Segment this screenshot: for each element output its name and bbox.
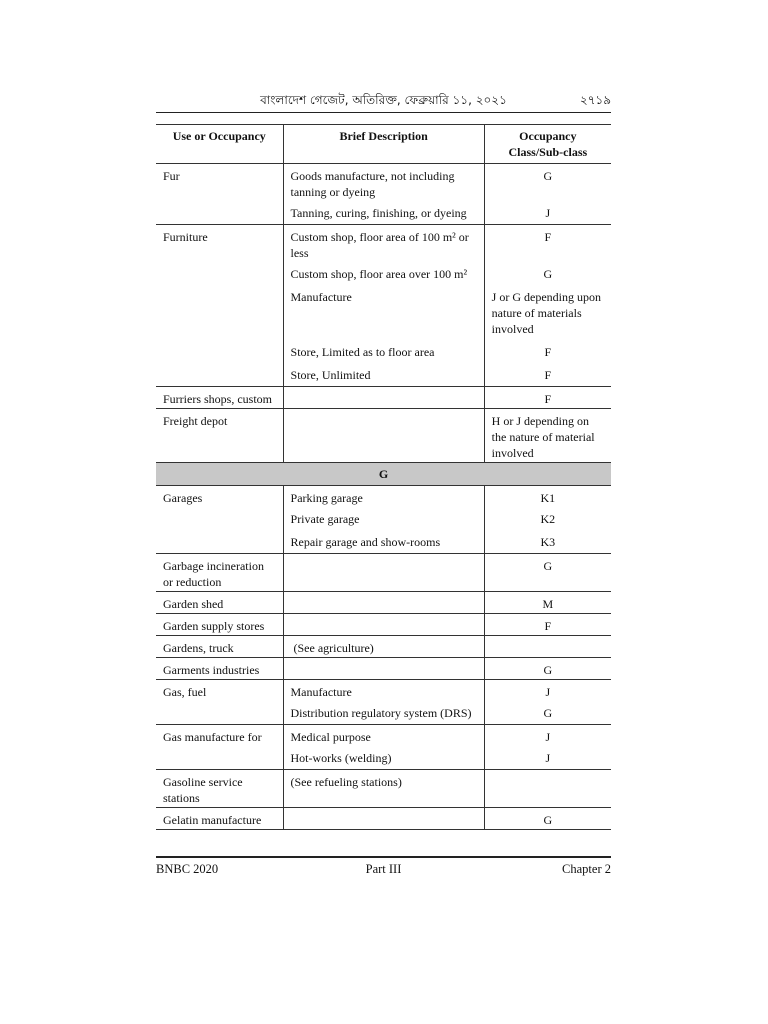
cell-class xyxy=(484,770,611,808)
cell-use: Garages xyxy=(156,486,283,508)
table-row xyxy=(156,225,611,263)
cell-use xyxy=(156,746,283,770)
cell-class xyxy=(484,636,611,658)
cell-use: Garments industries xyxy=(156,658,283,680)
cell-class: M xyxy=(484,592,611,614)
cell-description xyxy=(283,614,484,636)
cell-use: Gas, fuel xyxy=(156,680,283,702)
table-row xyxy=(156,680,611,702)
cell-class: K2 xyxy=(540,512,556,526)
page-header xyxy=(156,92,611,113)
column-header-use: Use or Occupancy xyxy=(156,125,283,164)
cell-description: Manufacture xyxy=(283,285,484,340)
table-row xyxy=(156,701,611,725)
table-row xyxy=(156,486,611,508)
table-row xyxy=(156,409,611,463)
cell-description: Repair garage and show-rooms xyxy=(283,530,484,554)
cell-description: Medical purpose xyxy=(283,725,484,747)
cell-description xyxy=(283,658,484,680)
cell-class: G xyxy=(484,554,611,592)
cell-use xyxy=(156,507,283,530)
cell-description: Parking garage xyxy=(283,486,484,508)
table-header-row xyxy=(156,125,611,164)
footer-code: BNBC 2020 xyxy=(156,862,219,876)
cell-description: Private garage xyxy=(283,507,484,530)
cell-description: Manufacture xyxy=(283,680,484,702)
cell-use xyxy=(156,530,283,554)
column-header-class: Occupancy Class/Sub-class xyxy=(484,125,611,164)
table-row xyxy=(156,507,611,530)
cell-class: J xyxy=(484,746,611,770)
table-row xyxy=(156,808,611,830)
table-row xyxy=(156,770,611,808)
cell-description: (See agriculture) xyxy=(283,636,484,658)
cell-description: Store, Limited as to floor area xyxy=(283,340,484,363)
cell-class: G xyxy=(484,701,611,725)
occupancy-table xyxy=(156,124,611,830)
cell-class: F xyxy=(484,614,611,636)
cell-use: Freight depot xyxy=(156,409,283,463)
cell-description xyxy=(283,592,484,614)
table-row xyxy=(156,164,611,202)
cell-class: F xyxy=(484,387,611,409)
column-header-description: Brief Description xyxy=(283,125,484,164)
table-row xyxy=(156,592,611,614)
cell-description: (See refueling stations) xyxy=(283,770,484,808)
cell-use xyxy=(156,285,283,340)
footer-chapter: Chapter 2 xyxy=(562,862,611,876)
cell-use xyxy=(156,340,283,363)
cell-description: Hot-works (welding) xyxy=(283,746,484,770)
table-row xyxy=(156,285,611,340)
cell-description xyxy=(283,387,484,409)
page-footer xyxy=(156,856,611,878)
cell-class: F xyxy=(544,345,552,359)
table-row xyxy=(156,387,611,409)
cell-class: K1 xyxy=(540,491,556,505)
cell-description: Custom shop, floor area over 100 m² xyxy=(283,262,484,285)
cell-description: Tanning, curing, finishing, or dyeing xyxy=(283,201,484,225)
section-letter: G xyxy=(156,463,611,486)
cell-use xyxy=(156,201,283,225)
cell-class: H or J depending on the nature of material involved xyxy=(491,414,595,460)
cell-description: Custom shop, floor area of 100 m² or less xyxy=(283,225,484,263)
cell-description xyxy=(283,554,484,592)
cell-class: K3 xyxy=(484,530,611,554)
cell-class: J xyxy=(484,201,611,225)
table-row xyxy=(156,340,611,363)
table-row xyxy=(156,554,611,592)
cell-description: Store, Unlimited xyxy=(283,363,484,387)
gazette-title: বাংলাদেশ গেজেট, অতিরিক্ত, ফেব্রুয়ারি ১১, ২০২১ xyxy=(260,93,507,107)
cell-class: G xyxy=(484,658,611,680)
cell-use xyxy=(156,363,283,387)
cell-class: G xyxy=(543,267,553,281)
footer-part: Part III xyxy=(365,862,402,876)
cell-description xyxy=(283,409,484,463)
cell-class: J or G depending upon nature of materials involved xyxy=(491,290,601,336)
cell-use: Garden supply stores xyxy=(156,614,283,636)
table-row xyxy=(156,614,611,636)
cell-class: G xyxy=(484,808,611,830)
cell-use: Garden shed xyxy=(156,592,283,614)
cell-class: J xyxy=(545,685,551,699)
cell-use: Fur xyxy=(156,164,283,202)
cell-use: Gasoline service stations xyxy=(156,770,283,808)
table-row xyxy=(156,262,611,285)
table-row xyxy=(156,725,611,747)
cell-use: Gas manufacture for xyxy=(156,725,283,747)
cell-class: J xyxy=(545,730,551,744)
cell-use: Gelatin manufacture xyxy=(156,808,283,830)
cell-use xyxy=(156,701,283,725)
section-header-row xyxy=(156,463,611,486)
cell-description: Distribution regulatory system (DRS) xyxy=(283,701,484,725)
table-row xyxy=(156,201,611,225)
page-number: ২৭১৯ xyxy=(579,93,611,107)
table-row xyxy=(156,636,611,658)
cell-class: F xyxy=(484,363,611,387)
cell-use: Garbage incineration or reduction xyxy=(156,554,283,592)
cell-class: G xyxy=(543,169,553,183)
table-row xyxy=(156,658,611,680)
cell-description xyxy=(283,808,484,830)
cell-use: Gardens, truck xyxy=(156,636,283,658)
cell-use: Furriers shops, custom xyxy=(156,387,283,409)
table-row xyxy=(156,363,611,387)
cell-description: Goods manufacture, not including tanning or dyeing xyxy=(283,164,484,202)
table-row xyxy=(156,530,611,554)
cell-class: F xyxy=(544,230,552,244)
cell-use: Furniture xyxy=(156,225,283,263)
cell-use xyxy=(156,262,283,285)
table-row xyxy=(156,746,611,770)
